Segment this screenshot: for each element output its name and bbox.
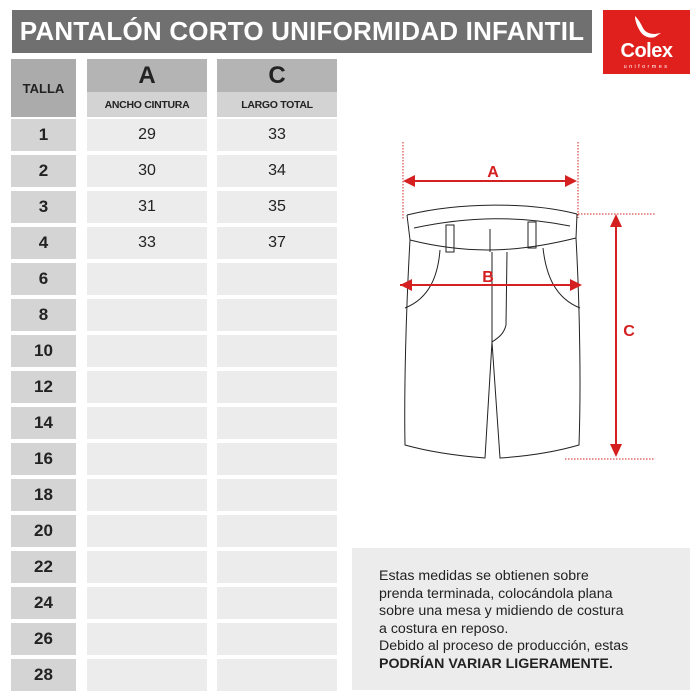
size-cell: 16: [11, 443, 76, 475]
waist-width-cell: [87, 371, 207, 403]
total-length-cell: 35: [217, 191, 337, 223]
label-c: C: [623, 323, 635, 340]
table-row: [0, 443, 340, 475]
waist-width-cell: [87, 479, 207, 511]
page-title: PANTALÓN CORTO UNIFORMIDAD INFANTIL: [19, 16, 585, 46]
total-length-cell: [217, 479, 337, 511]
size-cell: 2: [11, 155, 76, 187]
waist-width-cell: [87, 335, 207, 367]
total-length-cell: [217, 335, 337, 367]
total-length-cell: [217, 515, 337, 547]
waist-width-cell: [87, 263, 207, 295]
table-row: [0, 659, 340, 691]
table-row: [0, 551, 340, 583]
size-cell: 18: [11, 479, 76, 511]
header-col-a: [87, 59, 207, 117]
size-cell: 26: [11, 623, 76, 655]
note-line: Estas medidas se obtienen sobre: [379, 568, 589, 584]
total-length-cell: [217, 551, 337, 583]
table-row: [0, 299, 340, 331]
table-row: [0, 407, 340, 439]
note-line: prenda terminada, colocándola plana: [379, 585, 613, 602]
waist-width-cell: [87, 551, 207, 583]
size-cell: 12: [11, 371, 76, 403]
header-size: [11, 59, 76, 117]
table-row: [0, 371, 340, 403]
size-cell: 20: [11, 515, 76, 547]
total-length-cell: [217, 299, 337, 331]
total-length-cell: [217, 407, 337, 439]
label-b: B: [482, 269, 494, 286]
label-a: A: [487, 164, 499, 181]
size-cell: 6: [11, 263, 76, 295]
table-row: [0, 191, 340, 223]
measurement-note: [352, 548, 690, 690]
note-line: sobre una mesa y midiendo de costura: [379, 603, 624, 619]
waist-width-cell: [87, 407, 207, 439]
header-col-c-letter: C: [217, 59, 337, 92]
table-row: [0, 263, 340, 295]
table-row: [0, 155, 340, 187]
wing-icon: [631, 14, 663, 42]
header-col-a-label: ANCHO CINTURA: [87, 92, 207, 117]
size-cell: 28: [11, 659, 76, 691]
table-row: [0, 623, 340, 655]
table-row: [0, 227, 340, 259]
brand-logo: [603, 10, 690, 74]
total-length-cell: [217, 263, 337, 295]
waist-width-cell: 29: [87, 119, 207, 151]
waist-width-cell: [87, 587, 207, 619]
size-cell: 4: [11, 227, 76, 259]
total-length-cell: [217, 659, 337, 691]
waist-width-cell: 30: [87, 155, 207, 187]
shorts-illustration: [380, 130, 660, 470]
header-col-a-letter: A: [87, 59, 207, 92]
table-row: [0, 119, 340, 151]
table-row: [0, 515, 340, 547]
waist-width-cell: 33: [87, 227, 207, 259]
total-length-cell: [217, 587, 337, 619]
size-cell: 24: [11, 587, 76, 619]
size-cell: 10: [11, 335, 76, 367]
size-cell: 1: [11, 119, 76, 151]
total-length-cell: [217, 371, 337, 403]
table-row: [0, 335, 340, 367]
header-col-c: [217, 59, 337, 117]
size-cell: 3: [11, 191, 76, 223]
note-line: Debido al proceso de producción, estas: [379, 638, 629, 654]
brand-name: Colex: [620, 40, 673, 62]
table-row: [0, 587, 340, 619]
total-length-cell: [217, 623, 337, 655]
waist-width-cell: [87, 659, 207, 691]
waist-width-cell: [87, 299, 207, 331]
total-length-cell: 34: [217, 155, 337, 187]
size-cell: 22: [11, 551, 76, 583]
total-length-cell: [217, 443, 337, 475]
waist-width-cell: 31: [87, 191, 207, 223]
size-cell: 8: [11, 299, 76, 331]
waist-width-cell: [87, 623, 207, 655]
table-row: [0, 479, 340, 511]
total-length-cell: 37: [217, 227, 337, 259]
waist-width-cell: [87, 515, 207, 547]
header-col-c-label: LARGO TOTAL: [217, 92, 337, 117]
note-text: [379, 568, 663, 673]
note-warning: PODRÍAN VARIAR LIGERAMENTE.: [379, 655, 613, 672]
header-size-label: TALLA: [22, 80, 65, 96]
brand-subtitle: uniformes: [623, 64, 670, 70]
size-cell: 14: [11, 407, 76, 439]
waist-width-cell: [87, 443, 207, 475]
page-title-bar: [12, 10, 592, 53]
total-length-cell: 33: [217, 119, 337, 151]
note-line: a costura en reposo.: [379, 620, 509, 637]
shorts-diagram: [380, 130, 660, 470]
